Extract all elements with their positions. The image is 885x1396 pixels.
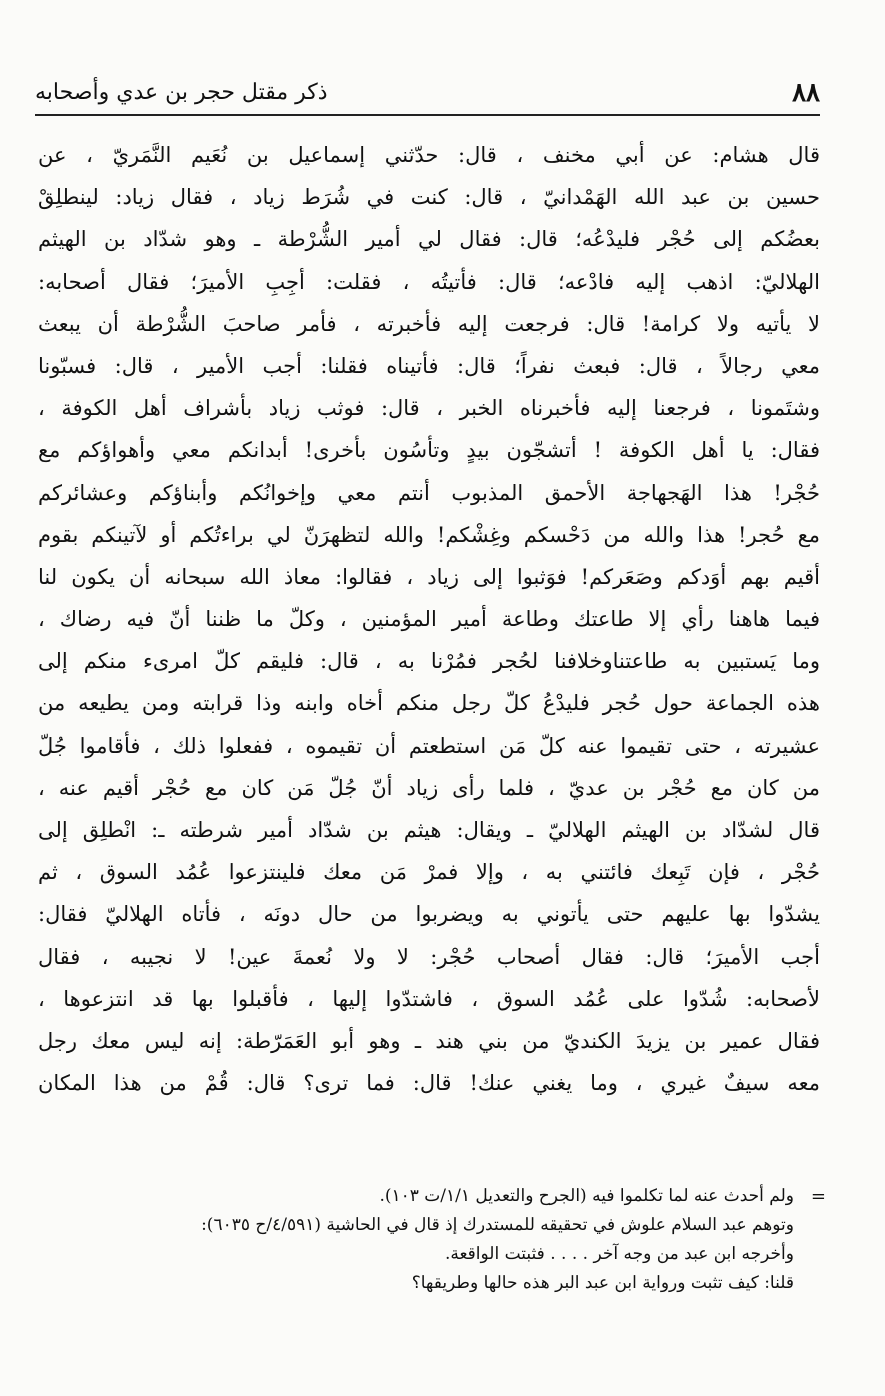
text-line: أجب الأميرَ؛ قال: فقال أصحاب حُجْر: لا ولا نُعمةَ عين! لا نجيبه ، فقال	[38, 944, 820, 969]
footnote-line: قلنا: كيف تثبت ورواية ابن عبد البر هذه حالها وطريقها؟	[411, 1273, 794, 1293]
text-line: أقيم بهم أوَدكم وصَعَركم! فوَثبوا إلى زياد ، فقالوا: معاذ الله سبحانه أن يكون لنا	[38, 564, 820, 589]
text-line: قال لشدّاد بن الهيثم الهلاليّ ـ ويقال: هيثم بن شدّاد أمير شرطته ـ: انْطلِق إلى	[38, 818, 820, 842]
footnotes	[80, 1182, 826, 1298]
running-title: ذكر مقتل حجر بن عدي وأصحابه	[35, 80, 328, 105]
text-line: معي رجالاً ، قال: فبعث نفراً؛ قال: فأتيناه فقلنا: أجب الأمير ، قال: فسبّونا	[38, 353, 820, 378]
text-line: من كان مع حُجْر بن عديّ ، فلما رأى زياد أنّ جُلّ مَن كان مع حُجْر أقيم عنه ،	[38, 775, 820, 800]
text-line: يشدّوا بها عليهم حتى يأتوني به ويضربوا من حال دونَه ، فأتاه الهلاليّ فقال:	[38, 902, 820, 927]
text-line: هذه الجماعة حول حُجر فليدْعُ كلّ رجل منكم أخاه وابنه وذا قرابته ومن يطيعه من	[38, 691, 820, 716]
page-header	[35, 74, 820, 116]
text-line: حسين بن عبد الله الهَمْدانيّ ، قال: كنت في شُرَط زياد ، فقال زياد: لينطلِقْ	[38, 185, 820, 210]
footnote-line: ولم أحدث عنه لما تكلموا فيه (الجرح والتعديل ١/١/ت ١٠٣).	[379, 1186, 794, 1206]
text-line: معه سيفٌ غيري ، وما يغني عنك! قال: فما ترى؟ قال: قُمْ من هذا المكان	[38, 1071, 820, 1096]
text-line: وما يَستبين به طاعتناوخلافنا لحُجر فمُرْنا به ، قال: فليقم كلّ امرىء منكم إلى	[38, 649, 820, 674]
text-line: قال هشام: عن أبي مخنف ، قال: حدّثني إسماعيل بن نُعَيم النَّمَريّ ، عن	[38, 143, 820, 167]
text-line: الهلاليّ: اذهب إليه فادْعه؛ قال: فأتيتُه ، فقلت: أجِبِ الأميرَ؛ فقال أصحابه:	[38, 269, 820, 294]
text-line: فيما هاهنا رأي إلا طاعتك وطاعة أمير المؤمنين ، وكلّ ما ظننا أنّ فيه رضاك ،	[38, 607, 820, 632]
text-line: فقال عمير بن يزيدَ الكنديّ من بني هند ـ وهو أبو العَمَرّطة: إنه ليس معك رجل	[38, 1028, 820, 1053]
text-line: وشتَمونا ، فرجعنا إليه فأخبرناه الخبر ، قال: فوثب زياد بأشراف أهل الكوفة ،	[38, 396, 820, 421]
text-line: مع حُجر! هذا والله من دَحْسكم وغِشْكم! والله لتظهرَنّ لي براءتُكم أو لآتينكم بقوم	[38, 522, 820, 547]
footnote-continuation-marker: =	[810, 1186, 826, 1207]
page-number: ٨٨	[792, 78, 820, 108]
text-line: عشيرته ، حتى تقيموا عنه كلّ مَن استطعتم أن تقيموه ، ففعلوا ذلك ، فأقاموا جُلّ	[38, 733, 820, 758]
footnote-line: وأخرجه ابن عبد من وجه آخر . . . . فثبتت الواقعة.	[444, 1244, 794, 1264]
text-line: بعضُكم إلى حُجْر فليدْعُه؛ قال: فقال لي أمير الشُّرْطة ـ وهو شدّاد بن الهيثم	[38, 227, 820, 252]
text-line: حُجْر! هذا الهَجهاجة الأحمق المذبوب أنتم معي وإخوانُكم وأبناؤكم وعشائركم	[38, 480, 820, 505]
footnote-line: وتوهم عبد السلام علوش في تحقيقه للمستدرك إذ قال في الحاشية (٤/٥٩١/ح ٦٠٣٥):	[201, 1215, 794, 1235]
text-line: لا يأتيه ولا كرامة! قال: فرجعت إليه فأخبرته ، فأمر صاحبَ الشُّرْطة أن يبعث	[38, 311, 820, 336]
text-line: حُجْر ، فإن تَبِعك فائتني به ، وإلا فمرْ مَن معك فلينتزعوا عُمُد السوق ، ثم	[38, 860, 820, 885]
text-line: فقال: يا أهل الكوفة ! أتشجّون بيدٍ وتأسُون بأخرى! أبدانكم معي وأهواؤكم مع	[38, 438, 820, 463]
text-line: لأصحابه: شُدّوا على عُمُد السوق ، فاشتدّوا إليها ، فأقبلوا بها قد انتزعوها ،	[38, 986, 820, 1011]
main-text	[38, 134, 820, 1104]
footnote-lines	[80, 1182, 820, 1298]
